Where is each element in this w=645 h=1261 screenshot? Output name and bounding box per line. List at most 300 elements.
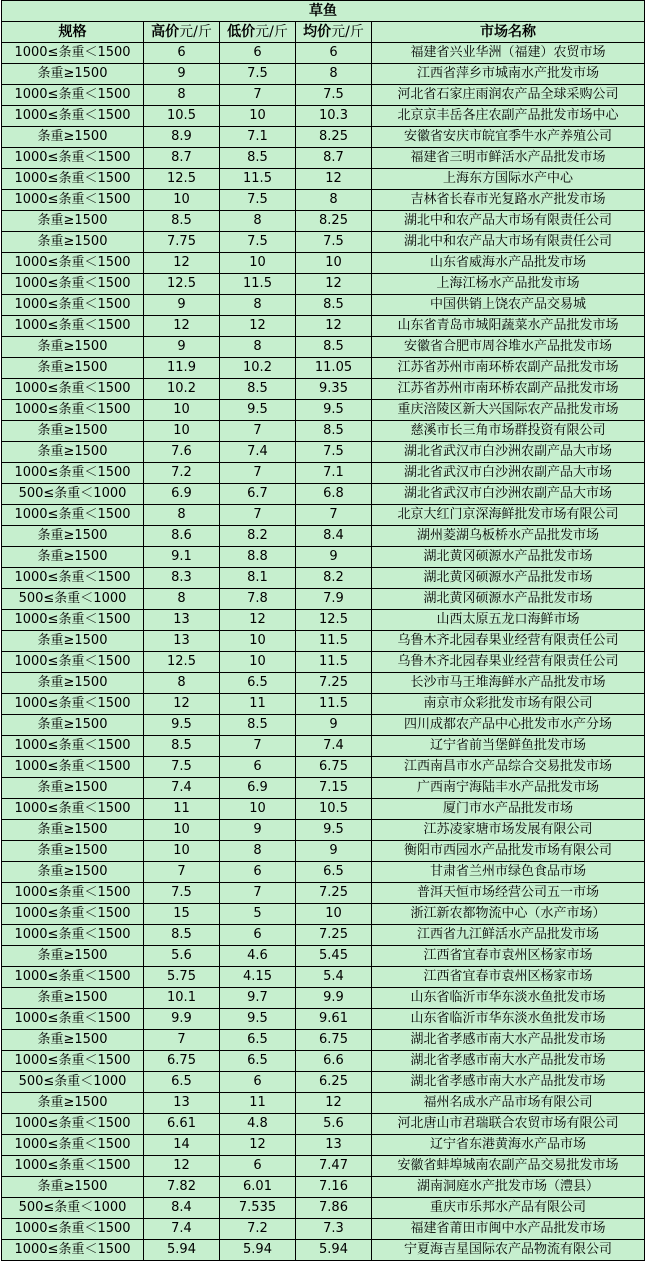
cell-low: 5 <box>220 904 296 925</box>
cell-high: 8.4 <box>144 1198 220 1219</box>
cell-low: 7.5 <box>220 64 296 85</box>
cell-avg: 7.9 <box>296 589 372 610</box>
cell-market: 重庆市乐邦水产品有限公司 <box>372 1198 645 1219</box>
table-row <box>2 1240 645 1261</box>
cell-market: 慈溪市长三角市场群投资有限公司 <box>372 421 645 442</box>
cell-low: 10 <box>220 631 296 652</box>
header-low <box>220 22 296 43</box>
table-row <box>2 841 645 862</box>
header-avg-label: 均价 <box>303 24 332 40</box>
cell-avg: 8.4 <box>296 526 372 547</box>
cell-market: 江苏凌家塘市场发展有限公司 <box>372 820 645 841</box>
cell-avg: 7.86 <box>296 1198 372 1219</box>
cell-low: 11 <box>220 694 296 715</box>
table-row <box>2 967 645 988</box>
cell-low: 7 <box>220 421 296 442</box>
cell-market: 辽宁省前当堡鲜鱼批发市场 <box>372 736 645 757</box>
cell-low: 7 <box>220 883 296 904</box>
cell-low: 9.7 <box>220 988 296 1009</box>
cell-low: 8.5 <box>220 715 296 736</box>
cell-low: 6.5 <box>220 673 296 694</box>
cell-market: 河北唐山市君瑞联合农贸市场有限公司 <box>372 1114 645 1135</box>
header-row <box>2 22 645 43</box>
table-row <box>2 1219 645 1240</box>
cell-high: 10.5 <box>144 106 220 127</box>
table-row <box>2 43 645 64</box>
cell-avg: 5.94 <box>296 1240 372 1261</box>
cell-avg: 8.7 <box>296 148 372 169</box>
table-row <box>2 925 645 946</box>
table-row <box>2 757 645 778</box>
table-row <box>2 1030 645 1051</box>
cell-avg: 7.25 <box>296 673 372 694</box>
cell-spec: 500≤条重＜1000 <box>2 589 144 610</box>
cell-market: 山东省威海水产品批发市场 <box>372 253 645 274</box>
cell-low: 12 <box>220 316 296 337</box>
cell-low: 4.8 <box>220 1114 296 1135</box>
cell-avg: 10 <box>296 253 372 274</box>
cell-avg: 7.47 <box>296 1156 372 1177</box>
cell-market: 辽宁省东港黄海水产品市场 <box>372 1135 645 1156</box>
cell-market: 湖北黄冈硕源水产品批发市场 <box>372 547 645 568</box>
table-row <box>2 232 645 253</box>
cell-high: 12 <box>144 694 220 715</box>
cell-low: 6 <box>220 862 296 883</box>
cell-avg: 13 <box>296 1135 372 1156</box>
cell-spec: 1000≤条重＜1500 <box>2 274 144 295</box>
table-row <box>2 337 645 358</box>
cell-market: 湖南洞庭水产批发市场（澧县） <box>372 1177 645 1198</box>
cell-avg: 6.6 <box>296 1051 372 1072</box>
table-row <box>2 610 645 631</box>
table-row <box>2 652 645 673</box>
cell-avg: 9.61 <box>296 1009 372 1030</box>
cell-spec: 1000≤条重＜1500 <box>2 379 144 400</box>
cell-spec: 1000≤条重＜1500 <box>2 1051 144 1072</box>
cell-market: 四川成都农产品中心批发市水产分场 <box>372 715 645 736</box>
table-row <box>2 148 645 169</box>
cell-avg: 9.9 <box>296 988 372 1009</box>
table-row <box>2 988 645 1009</box>
cell-low: 10 <box>220 253 296 274</box>
cell-spec: 条重≥1500 <box>2 547 144 568</box>
table-body <box>2 43 645 1261</box>
cell-high: 7.6 <box>144 442 220 463</box>
cell-avg: 11.5 <box>296 694 372 715</box>
cell-spec: 1000≤条重＜1500 <box>2 904 144 925</box>
header-high-label: 高价 <box>151 24 180 40</box>
header-low-unit: 元/斤 <box>255 24 288 40</box>
cell-spec: 1000≤条重＜1500 <box>2 925 144 946</box>
table-row <box>2 169 645 190</box>
table-title: 草鱼 <box>2 1 645 22</box>
cell-high: 7 <box>144 862 220 883</box>
cell-low: 6.5 <box>220 1051 296 1072</box>
cell-low: 8 <box>220 841 296 862</box>
cell-spec: 1000≤条重＜1500 <box>2 1156 144 1177</box>
cell-high: 7.4 <box>144 1219 220 1240</box>
cell-high: 13 <box>144 631 220 652</box>
cell-market: 湖北省孝感市南大水产品批发市场 <box>372 1051 645 1072</box>
cell-avg: 7.3 <box>296 1219 372 1240</box>
cell-avg: 7.4 <box>296 736 372 757</box>
header-avg <box>296 22 372 43</box>
cell-low: 9 <box>220 820 296 841</box>
cell-spec: 条重≥1500 <box>2 1093 144 1114</box>
cell-high: 9 <box>144 64 220 85</box>
cell-high: 7.75 <box>144 232 220 253</box>
cell-spec: 1000≤条重＜1500 <box>2 400 144 421</box>
cell-low: 7 <box>220 85 296 106</box>
cell-spec: 条重≥1500 <box>2 64 144 85</box>
cell-spec: 500≤条重＜1000 <box>2 484 144 505</box>
cell-spec: 条重≥1500 <box>2 358 144 379</box>
header-high-unit: 元/斤 <box>179 24 212 40</box>
cell-avg: 8 <box>296 190 372 211</box>
cell-spec: 条重≥1500 <box>2 715 144 736</box>
cell-spec: 1000≤条重＜1500 <box>2 610 144 631</box>
table-row <box>2 736 645 757</box>
cell-market: 江西省九江鲜活水产品批发市场 <box>372 925 645 946</box>
cell-spec: 1000≤条重＜1500 <box>2 1219 144 1240</box>
table-row <box>2 778 645 799</box>
cell-low: 9.5 <box>220 400 296 421</box>
cell-market: 湖北黄冈硕源水产品批发市场 <box>372 589 645 610</box>
cell-spec: 1000≤条重＜1500 <box>2 148 144 169</box>
cell-avg: 7.25 <box>296 925 372 946</box>
cell-avg: 5.6 <box>296 1114 372 1135</box>
cell-avg: 6.75 <box>296 757 372 778</box>
cell-market: 江西省萍乡市城南水产批发市场 <box>372 64 645 85</box>
table-row <box>2 421 645 442</box>
cell-spec: 1000≤条重＜1500 <box>2 505 144 526</box>
table-row <box>2 1156 645 1177</box>
cell-market: 河北省石家庄雨润农产品全球采购公司 <box>372 85 645 106</box>
cell-avg: 11.5 <box>296 631 372 652</box>
cell-high: 8.3 <box>144 568 220 589</box>
cell-avg: 12.5 <box>296 610 372 631</box>
cell-market: 湖北省孝感市南大水产品批发市场 <box>372 1072 645 1093</box>
table-row <box>2 106 645 127</box>
table-row <box>2 946 645 967</box>
cell-low: 8.1 <box>220 568 296 589</box>
cell-low: 7.4 <box>220 442 296 463</box>
cell-low: 8.8 <box>220 547 296 568</box>
cell-avg: 9.5 <box>296 400 372 421</box>
cell-low: 10.2 <box>220 358 296 379</box>
cell-high: 12.5 <box>144 169 220 190</box>
cell-avg: 8.5 <box>296 421 372 442</box>
header-spec: 规格 <box>2 22 144 43</box>
table-row <box>2 316 645 337</box>
cell-high: 11.9 <box>144 358 220 379</box>
cell-spec: 1000≤条重＜1500 <box>2 1240 144 1261</box>
cell-avg: 7.16 <box>296 1177 372 1198</box>
cell-high: 7 <box>144 1030 220 1051</box>
cell-low: 6 <box>220 1072 296 1093</box>
table-row <box>2 1009 645 1030</box>
cell-low: 6 <box>220 757 296 778</box>
cell-market: 安徽省合肥市周谷堆水产品批发市场 <box>372 337 645 358</box>
cell-avg: 9 <box>296 547 372 568</box>
cell-low: 11.5 <box>220 274 296 295</box>
cell-market: 上海江杨水产品批发市场 <box>372 274 645 295</box>
table-row <box>2 883 645 904</box>
cell-avg: 7.5 <box>296 85 372 106</box>
cell-market: 福建省三明市鲜活水产品批发市场 <box>372 148 645 169</box>
cell-low: 7 <box>220 736 296 757</box>
cell-market: 江苏省苏州市南环桥农副产品批发市场 <box>372 358 645 379</box>
table-row <box>2 820 645 841</box>
cell-market: 江西省宜春市袁州区杨家市场 <box>372 946 645 967</box>
cell-spec: 1000≤条重＜1500 <box>2 316 144 337</box>
cell-spec: 1000≤条重＜1500 <box>2 85 144 106</box>
cell-market: 山西太原五龙口海鲜市场 <box>372 610 645 631</box>
cell-high: 9 <box>144 295 220 316</box>
cell-spec: 条重≥1500 <box>2 862 144 883</box>
cell-market: 安徽省蚌埠城南农副产品交易批发市场 <box>372 1156 645 1177</box>
cell-avg: 7.5 <box>296 442 372 463</box>
cell-spec: 条重≥1500 <box>2 946 144 967</box>
cell-spec: 1000≤条重＜1500 <box>2 799 144 820</box>
cell-low: 7.8 <box>220 589 296 610</box>
table-row <box>2 568 645 589</box>
cell-market: 浙江新农都物流中心（水产市场） <box>372 904 645 925</box>
cell-low: 6.7 <box>220 484 296 505</box>
table-row <box>2 715 645 736</box>
cell-low: 6.9 <box>220 778 296 799</box>
cell-spec: 1000≤条重＜1500 <box>2 169 144 190</box>
cell-low: 6 <box>220 925 296 946</box>
cell-market: 湖北中和农产品大市场有限责任公司 <box>372 211 645 232</box>
table-row <box>2 211 645 232</box>
table-row <box>2 1093 645 1114</box>
cell-avg: 10.5 <box>296 799 372 820</box>
cell-low: 10 <box>220 106 296 127</box>
table-row <box>2 127 645 148</box>
cell-market: 福州名成水产品市场有限公司 <box>372 1093 645 1114</box>
cell-market: 吉林省长春市光复路水产批发市场 <box>372 190 645 211</box>
header-avg-unit: 元/斤 <box>331 24 364 40</box>
cell-low: 8 <box>220 211 296 232</box>
cell-market: 湖北黄冈硕源水产品批发市场 <box>372 568 645 589</box>
cell-low: 7.5 <box>220 232 296 253</box>
table-row <box>2 463 645 484</box>
table-row <box>2 799 645 820</box>
cell-high: 10 <box>144 190 220 211</box>
cell-market: 江西省宜春市袁州区杨家市场 <box>372 967 645 988</box>
cell-low: 8 <box>220 295 296 316</box>
table-row <box>2 274 645 295</box>
table-row <box>2 631 645 652</box>
cell-high: 9.5 <box>144 715 220 736</box>
cell-market: 乌鲁木齐北园春果业经营有限责任公司 <box>372 631 645 652</box>
cell-market: 南京市众彩批发市场有限公司 <box>372 694 645 715</box>
cell-market: 江苏省苏州市南环桥农副产品批发市场 <box>372 379 645 400</box>
cell-high: 9.9 <box>144 1009 220 1030</box>
cell-avg: 5.45 <box>296 946 372 967</box>
cell-high: 10 <box>144 421 220 442</box>
cell-avg: 10.3 <box>296 106 372 127</box>
cell-low: 12 <box>220 1135 296 1156</box>
cell-high: 8 <box>144 673 220 694</box>
cell-high: 10 <box>144 820 220 841</box>
cell-high: 12.5 <box>144 274 220 295</box>
cell-avg: 12 <box>296 169 372 190</box>
cell-market: 湖北省孝感市南大水产品批发市场 <box>372 1030 645 1051</box>
cell-avg: 11.05 <box>296 358 372 379</box>
cell-spec: 1000≤条重＜1500 <box>2 652 144 673</box>
cell-low: 5.94 <box>220 1240 296 1261</box>
cell-avg: 9 <box>296 715 372 736</box>
cell-low: 7 <box>220 463 296 484</box>
cell-spec: 1000≤条重＜1500 <box>2 1009 144 1030</box>
cell-market: 湖北省武汉市白沙洲农副产品大市场 <box>372 442 645 463</box>
cell-spec: 条重≥1500 <box>2 337 144 358</box>
cell-high: 9 <box>144 337 220 358</box>
cell-low: 11 <box>220 1093 296 1114</box>
table-row <box>2 673 645 694</box>
cell-high: 14 <box>144 1135 220 1156</box>
cell-low: 4.15 <box>220 967 296 988</box>
table-row <box>2 64 645 85</box>
cell-high: 13 <box>144 1093 220 1114</box>
cell-avg: 7.5 <box>296 232 372 253</box>
header-market: 市场名称 <box>372 22 645 43</box>
cell-low: 7.535 <box>220 1198 296 1219</box>
cell-avg: 12 <box>296 274 372 295</box>
cell-avg: 9 <box>296 841 372 862</box>
table-row <box>2 295 645 316</box>
cell-low: 6 <box>220 1156 296 1177</box>
cell-high: 12 <box>144 253 220 274</box>
cell-market: 宁夏海吉星国际农产品物流有限公司 <box>372 1240 645 1261</box>
cell-high: 8 <box>144 85 220 106</box>
cell-spec: 条重≥1500 <box>2 631 144 652</box>
cell-high: 10.2 <box>144 379 220 400</box>
table-row <box>2 1177 645 1198</box>
cell-avg: 5.4 <box>296 967 372 988</box>
cell-market: 厦门市水产品批发市场 <box>372 799 645 820</box>
cell-avg: 8.2 <box>296 568 372 589</box>
cell-low: 8.5 <box>220 148 296 169</box>
cell-spec: 1000≤条重＜1500 <box>2 43 144 64</box>
cell-spec: 条重≥1500 <box>2 841 144 862</box>
cell-avg: 12 <box>296 316 372 337</box>
table-row <box>2 190 645 211</box>
cell-high: 8 <box>144 505 220 526</box>
cell-low: 4.6 <box>220 946 296 967</box>
cell-low: 6.01 <box>220 1177 296 1198</box>
cell-market: 上海东方国际水产中心 <box>372 169 645 190</box>
cell-avg: 6 <box>296 43 372 64</box>
cell-avg: 9.5 <box>296 820 372 841</box>
table-row <box>2 1051 645 1072</box>
cell-spec: 条重≥1500 <box>2 778 144 799</box>
cell-high: 7.4 <box>144 778 220 799</box>
cell-high: 10 <box>144 841 220 862</box>
cell-high: 12.5 <box>144 652 220 673</box>
cell-high: 6.75 <box>144 1051 220 1072</box>
cell-low: 10 <box>220 652 296 673</box>
cell-avg: 7.1 <box>296 463 372 484</box>
table-row <box>2 904 645 925</box>
table-row <box>2 442 645 463</box>
cell-high: 6.5 <box>144 1072 220 1093</box>
table-row <box>2 694 645 715</box>
table-row <box>2 400 645 421</box>
cell-spec: 条重≥1500 <box>2 526 144 547</box>
cell-spec: 1000≤条重＜1500 <box>2 568 144 589</box>
cell-avg: 7.15 <box>296 778 372 799</box>
cell-low: 6.5 <box>220 1030 296 1051</box>
cell-market: 普洱天恒市场经营公司五一市场 <box>372 883 645 904</box>
table-row <box>2 358 645 379</box>
cell-market: 中国供销上饶农产品交易城 <box>372 295 645 316</box>
cell-spec: 条重≥1500 <box>2 820 144 841</box>
cell-high: 12 <box>144 316 220 337</box>
cell-market: 安徽省安庆市皖宜季牛水产养殖公司 <box>372 127 645 148</box>
table-row <box>2 547 645 568</box>
cell-market: 福建省莆田市闽中水产品批发市场 <box>372 1219 645 1240</box>
cell-avg: 10 <box>296 904 372 925</box>
cell-market: 广西南宁海陆丰水产品批发市场 <box>372 778 645 799</box>
cell-market: 湖北省武汉市白沙洲农副产品大市场 <box>372 463 645 484</box>
cell-low: 12 <box>220 610 296 631</box>
cell-spec: 条重≥1500 <box>2 988 144 1009</box>
cell-low: 11.5 <box>220 169 296 190</box>
cell-market: 甘肃省兰州市绿色食品市场 <box>372 862 645 883</box>
cell-spec: 1000≤条重＜1500 <box>2 253 144 274</box>
cell-market: 湖北中和农产品大市场有限责任公司 <box>372 232 645 253</box>
cell-avg: 7 <box>296 505 372 526</box>
cell-market: 山东省临沂市华东淡水鱼批发市场 <box>372 1009 645 1030</box>
table-row <box>2 253 645 274</box>
cell-high: 13 <box>144 610 220 631</box>
cell-low: 8.5 <box>220 379 296 400</box>
cell-spec: 1000≤条重＜1500 <box>2 106 144 127</box>
cell-market: 北京大红门京深海鲜批发市场有限公司 <box>372 505 645 526</box>
cell-high: 7.2 <box>144 463 220 484</box>
cell-low: 6 <box>220 43 296 64</box>
cell-high: 15 <box>144 904 220 925</box>
cell-spec: 条重≥1500 <box>2 442 144 463</box>
cell-high: 6.61 <box>144 1114 220 1135</box>
cell-spec: 1000≤条重＜1500 <box>2 190 144 211</box>
table-row <box>2 526 645 547</box>
cell-high: 8.5 <box>144 211 220 232</box>
cell-avg: 7.25 <box>296 883 372 904</box>
cell-market: 江西南昌市水产品综合交易批发市场 <box>372 757 645 778</box>
cell-low: 10 <box>220 799 296 820</box>
table-row <box>2 1198 645 1219</box>
cell-high: 8.5 <box>144 925 220 946</box>
cell-avg: 9.35 <box>296 379 372 400</box>
cell-high: 6.9 <box>144 484 220 505</box>
cell-spec: 500≤条重＜1000 <box>2 1198 144 1219</box>
cell-avg: 8 <box>296 64 372 85</box>
cell-market: 重庆涪陵区新大兴国际农产品批发市场 <box>372 400 645 421</box>
cell-avg: 6.8 <box>296 484 372 505</box>
cell-high: 12 <box>144 1156 220 1177</box>
title-row <box>2 1 645 22</box>
cell-high: 8.6 <box>144 526 220 547</box>
cell-spec: 500≤条重＜1000 <box>2 1072 144 1093</box>
header-low-label: 低价 <box>227 24 256 40</box>
cell-avg: 12 <box>296 1093 372 1114</box>
table-row <box>2 1135 645 1156</box>
cell-market: 福建省兴业华洲（福建）农贸市场 <box>372 43 645 64</box>
